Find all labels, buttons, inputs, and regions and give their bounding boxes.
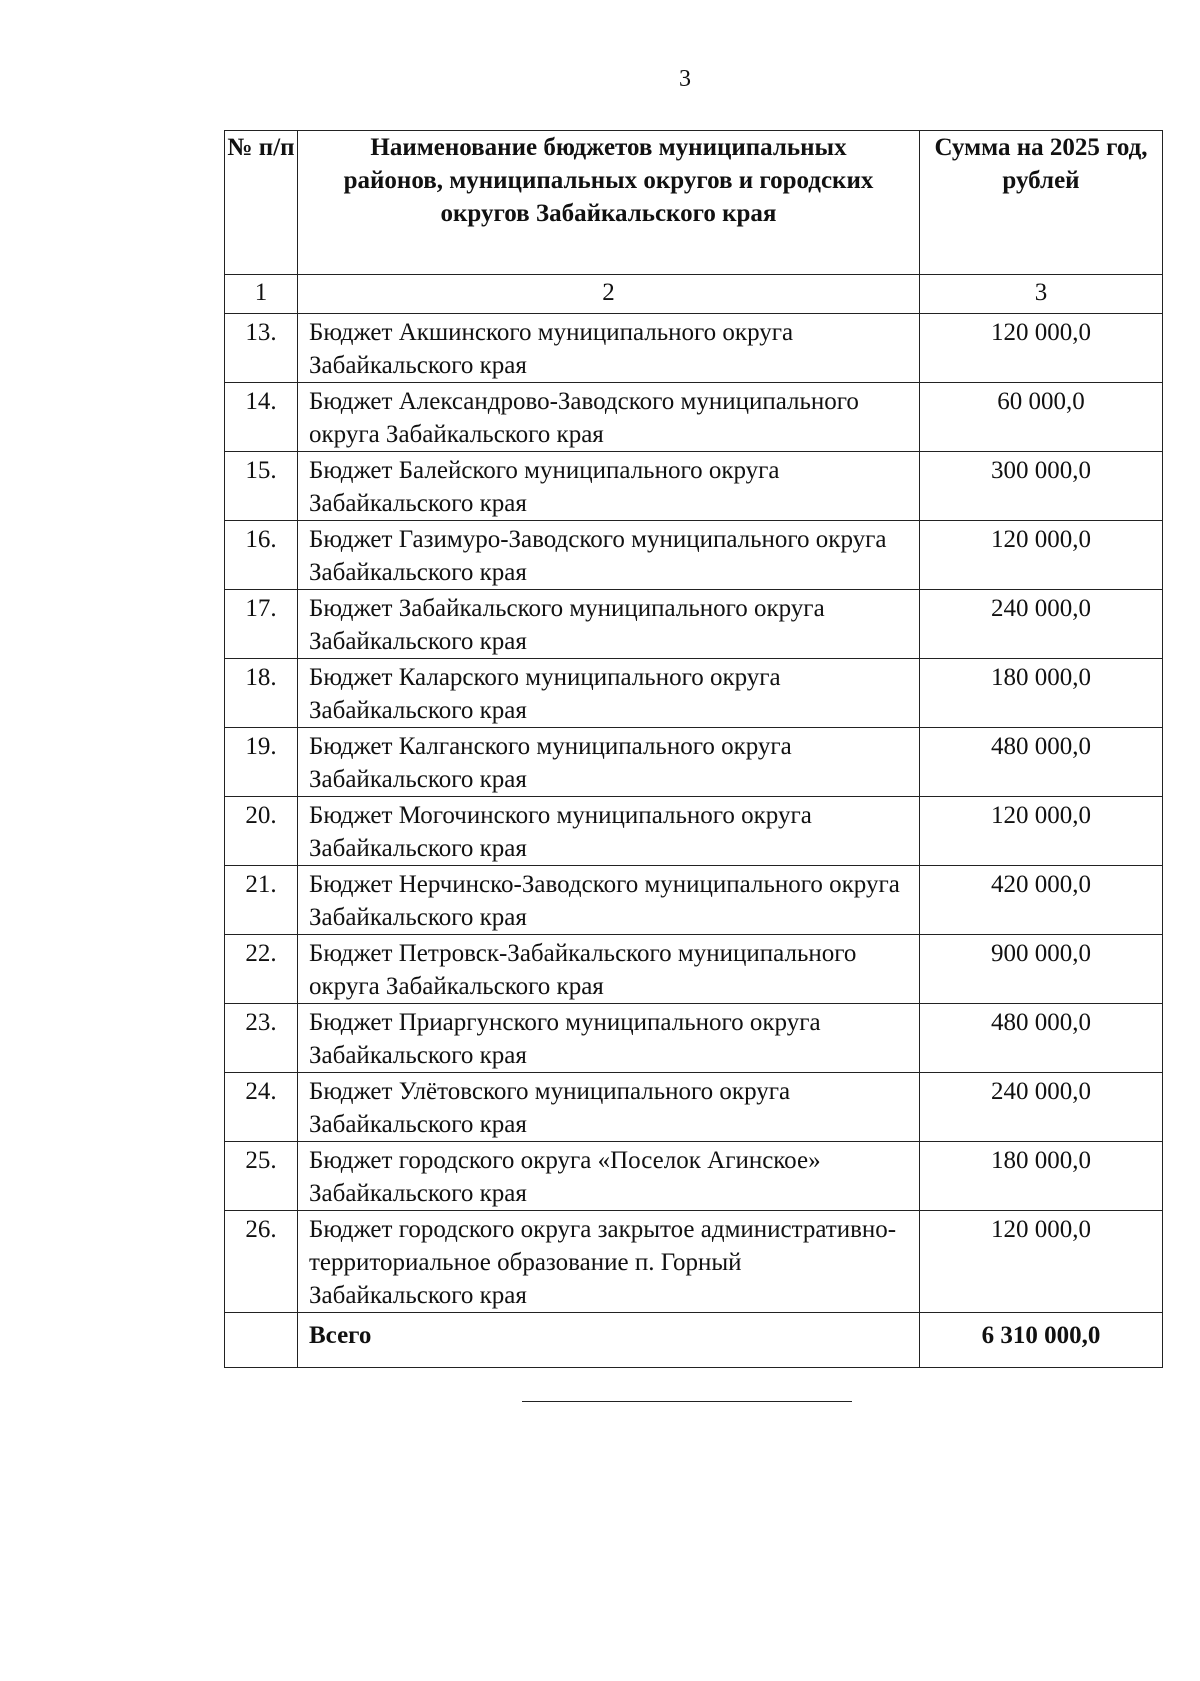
header-name: Наименование бюджетов муниципальных районов, муниципальных округов и городских округов Забайкальского края (298, 131, 920, 275)
row-amount: 240 000,0 (920, 1073, 1163, 1142)
table-row (225, 1073, 1163, 1142)
row-amount: 120 000,0 (920, 521, 1163, 590)
page-number: 3 (679, 66, 691, 92)
table-row (225, 1142, 1163, 1211)
row-amount: 180 000,0 (920, 1142, 1163, 1211)
row-num: 17. (225, 590, 298, 659)
row-num: 14. (225, 383, 298, 452)
row-amount: 180 000,0 (920, 659, 1163, 728)
budget-table (224, 130, 1163, 1368)
row-name: Бюджет Калганского муниципального округа Забайкальского края (298, 728, 920, 797)
total-num-cell (225, 1313, 298, 1368)
row-num: 24. (225, 1073, 298, 1142)
row-num: 25. (225, 1142, 298, 1211)
row-name: Бюджет Каларского муниципального округа Забайкальского края (298, 659, 920, 728)
table-row (225, 1211, 1163, 1313)
row-name: Бюджет Акшинского муниципального округа Забайкальского края (298, 314, 920, 383)
row-num: 13. (225, 314, 298, 383)
row-num: 26. (225, 1211, 298, 1313)
row-name: Бюджет Нерчинско-Заводского муниципального округа Забайкальского края (298, 866, 920, 935)
row-name: Бюджет Балейского муниципального округа Забайкальского края (298, 452, 920, 521)
table-row (225, 452, 1163, 521)
table-row (225, 935, 1163, 1004)
column-number: 3 (920, 275, 1163, 314)
table-row (225, 797, 1163, 866)
header-num: № п/п (225, 131, 298, 275)
row-amount: 240 000,0 (920, 590, 1163, 659)
row-num: 23. (225, 1004, 298, 1073)
row-name: Бюджет Александрово-Заводского муниципального округа Забайкальского края (298, 383, 920, 452)
table-row (225, 590, 1163, 659)
row-num: 15. (225, 452, 298, 521)
row-amount: 480 000,0 (920, 728, 1163, 797)
row-name: Бюджет Могочинского муниципального округа Забайкальского края (298, 797, 920, 866)
row-amount: 120 000,0 (920, 797, 1163, 866)
table-row (225, 1004, 1163, 1073)
row-name: Бюджет Газимуро-Заводского муниципального округа Забайкальского края (298, 521, 920, 590)
column-numbers-row (225, 275, 1163, 314)
table-row (225, 521, 1163, 590)
end-separator-line (522, 1401, 852, 1402)
table-row (225, 383, 1163, 452)
header-amount: Сумма на 2025 год, рублей (920, 131, 1163, 275)
table-header-row (225, 131, 1163, 275)
row-amount: 900 000,0 (920, 935, 1163, 1004)
row-amount: 60 000,0 (920, 383, 1163, 452)
row-num: 21. (225, 866, 298, 935)
row-name: Бюджет Приаргунского муниципального округа Забайкальского края (298, 1004, 920, 1073)
table-row (225, 728, 1163, 797)
row-amount: 120 000,0 (920, 314, 1163, 383)
row-amount: 480 000,0 (920, 1004, 1163, 1073)
total-amount: 6 310 000,0 (920, 1313, 1163, 1368)
table-row (225, 314, 1163, 383)
column-number: 2 (298, 275, 920, 314)
total-row (225, 1313, 1163, 1368)
row-name: Бюджет Забайкальского муниципального округа Забайкальского края (298, 590, 920, 659)
row-num: 18. (225, 659, 298, 728)
table-row (225, 659, 1163, 728)
row-name: Бюджет городского округа «Поселок Агинское» Забайкальского края (298, 1142, 920, 1211)
row-name: Бюджет Петровск-Забайкальского муниципального округа Забайкальского края (298, 935, 920, 1004)
row-num: 19. (225, 728, 298, 797)
table-row (225, 866, 1163, 935)
row-name: Бюджет городского округа закрытое административно-территориальное образование п. Горный Забайкальского края (298, 1211, 920, 1313)
row-amount: 300 000,0 (920, 452, 1163, 521)
row-amount: 120 000,0 (920, 1211, 1163, 1313)
row-num: 16. (225, 521, 298, 590)
total-label: Всего (298, 1313, 920, 1368)
row-amount: 420 000,0 (920, 866, 1163, 935)
row-num: 20. (225, 797, 298, 866)
row-name: Бюджет Улётовского муниципального округа Забайкальского края (298, 1073, 920, 1142)
row-num: 22. (225, 935, 298, 1004)
column-number: 1 (225, 275, 298, 314)
